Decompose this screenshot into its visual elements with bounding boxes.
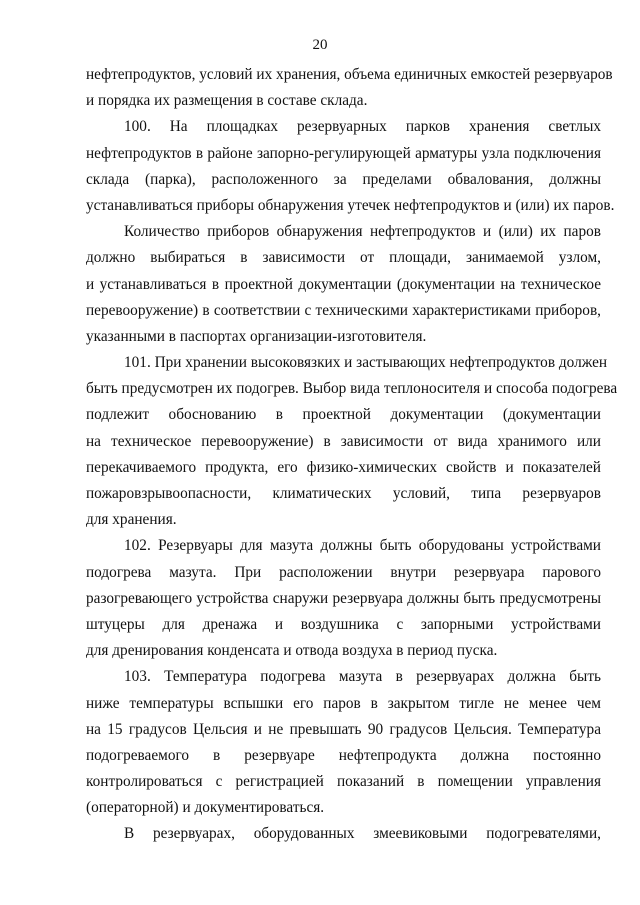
text-line: ниже температуры вспышки его паров в закрытом тигле не менее чем (86, 694, 601, 712)
text-line: устанавливаться приборы обнаружения утечек нефтепродуктов и (или) их паров. (86, 196, 615, 214)
text-line: указанными в паспортах организации-изготовителя. (86, 327, 427, 345)
text-line: перевооружение) в соответствии с техническими характеристиками приборов, (86, 301, 601, 319)
text-line: для хранения. (86, 511, 177, 529)
paragraph-103-start: 103. Температура подогрева мазута в резервуарах должна быть (124, 668, 601, 686)
text-line: на техническое перевооружение) в зависимости от вида хранимого или (86, 432, 601, 450)
text-line: подогрева мазута. При расположении внутри резервуара парового (86, 563, 601, 581)
body-text (86, 62, 618, 848)
text-line: и устанавливаться в проектной документации (документации на техническое (86, 275, 601, 293)
text-line: склада (парка), расположенного за пределами обвалования, должны (86, 170, 601, 188)
paragraph-101-start: 101. При хранении высоковязких и застывающих нефтепродуктов должен (124, 354, 608, 372)
text-line: перекачиваемого продукта, его физико-химических свойств и показателей (86, 458, 601, 476)
text-line: разогревающего устройства снаружи резервуара должны быть предусмотрены (86, 589, 601, 607)
text-line: пожаровзрывоопасности, климатических условий, типа резервуаров (86, 485, 601, 502)
text-line: нефтепродуктов, условий их хранения, объема единичных емкостей резервуаров (86, 66, 613, 83)
text-line: и порядка их размещения в составе склада. (86, 92, 368, 110)
text-line: подогреваемого в резервуаре нефтепродукта должна постоянно (86, 746, 601, 764)
text-line: быть предусмотрен их подогрев. Выбор вида теплоносителя и способа подогрева (86, 380, 618, 398)
paragraph-102-start: 102. Резервуары для мазута должны быть оборудованы устройствами (124, 537, 601, 555)
paragraph-start: В резервуарах, оборудованных змеевиковыми подогревателями, (124, 825, 601, 843)
text-line: должно выбираться в зависимости от площади, занимаемой узлом, (86, 249, 601, 267)
text-line: штуцеры для дренажа и воздушника с запорными устройствами (86, 615, 601, 633)
text-line: подлежит обоснованию в проектной документации (документации (86, 406, 601, 424)
text-line: нефтепродуктов в районе запорно-регулирующей арматуры узла подключения (86, 144, 601, 162)
paragraph-100-start: 100. На площадках резервуарных парков хранения светлых (124, 118, 601, 136)
page-number: 20 (312, 37, 328, 53)
text-line: для дренирования конденсата и отвода воздуха в период пуска. (86, 642, 498, 660)
paragraph-start: Количество приборов обнаружения нефтепродуктов и (или) их паров (124, 223, 601, 241)
text-line: контролироваться с регистрацией показаний в помещении управления (86, 773, 601, 791)
text-line: (операторной) и документироваться. (86, 799, 325, 817)
text-line: на 15 градусов Цельсия и не превышать 90 градусов Цельсия. Температура (86, 720, 601, 738)
